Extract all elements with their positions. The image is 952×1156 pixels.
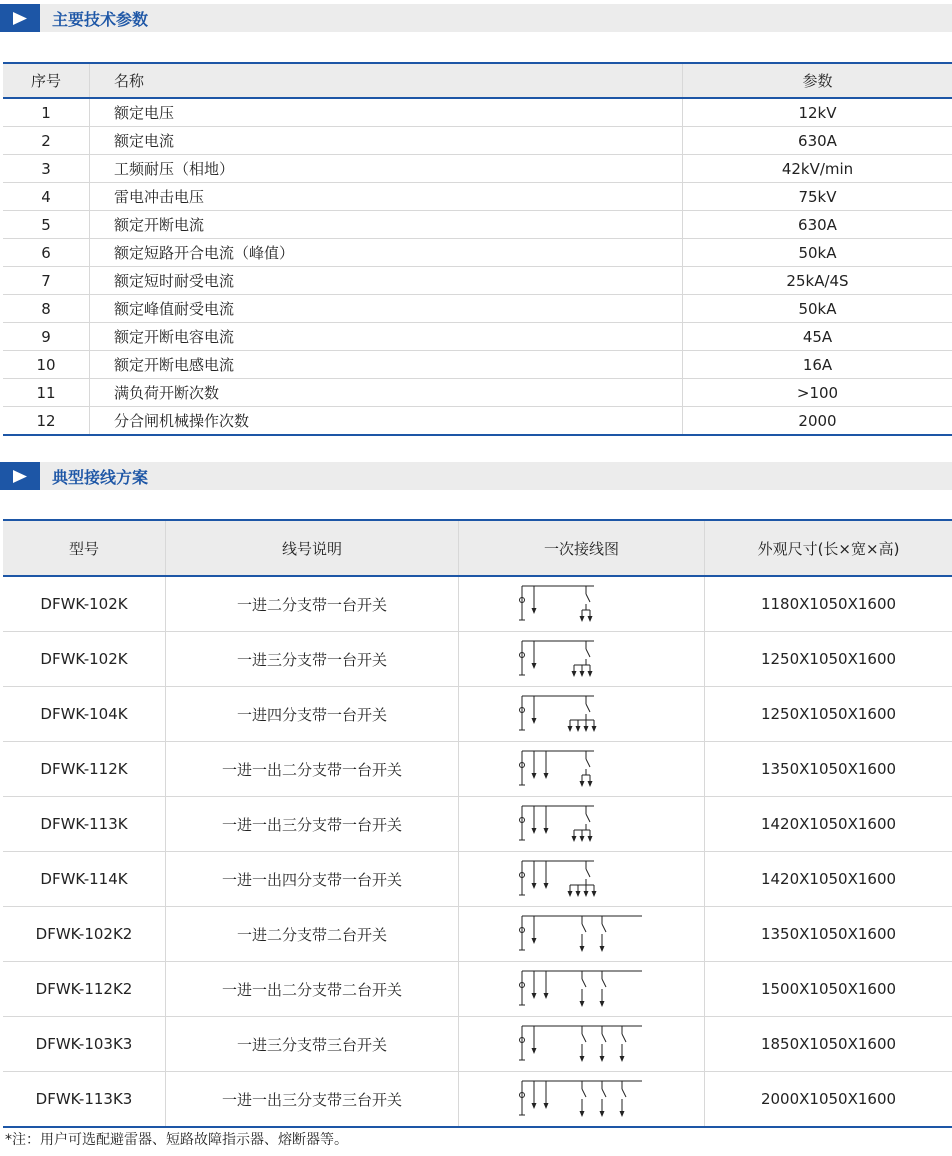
cell-name: 额定开断电流 [90, 211, 683, 239]
cell-name: 满负荷开断次数 [90, 379, 683, 407]
cell-size: 1420X1050X1600 [705, 797, 952, 852]
cell-size: 1850X1050X1600 [705, 1017, 952, 1072]
table-row [3, 576, 952, 632]
table-row [3, 797, 952, 852]
cell-desc: 一进三分支带一台开关 [166, 632, 459, 687]
section-header-tech-params [0, 4, 952, 32]
cell-index: 10 [3, 351, 90, 379]
cell-index: 2 [3, 127, 90, 155]
section-marker [0, 462, 40, 490]
cell-value: 630A [683, 211, 952, 239]
cell-name: 分合闸机械操作次数 [90, 407, 683, 436]
cell-name: 雷电冲击电压 [90, 183, 683, 211]
cell-diagram [459, 1017, 705, 1072]
cell-desc: 一进一出三分支带一台开关 [166, 797, 459, 852]
table-row [3, 98, 952, 127]
cell-index: 1 [3, 98, 90, 127]
cell-diagram [459, 962, 705, 1017]
col-header-index: 序号 [3, 63, 90, 98]
col-header-name: 名称 [90, 63, 683, 98]
cell-index: 11 [3, 379, 90, 407]
table-row [3, 211, 952, 239]
cell-desc: 一进三分支带三台开关 [166, 1017, 459, 1072]
cell-name: 工频耐压（相地） [90, 155, 683, 183]
cell-size: 1250X1050X1600 [705, 632, 952, 687]
cell-value: 16A [683, 351, 952, 379]
cell-size: 2000X1050X1600 [760, 1090, 897, 1108]
table-row [3, 962, 952, 1017]
cell-index: 7 [3, 267, 90, 295]
cell-model: DFWK-102K [3, 576, 166, 632]
cell-name: 额定短时耐受电流 [90, 267, 683, 295]
single-line-diagram [512, 1020, 652, 1068]
cell-index: 12 [3, 407, 90, 436]
table-header-row [3, 63, 952, 98]
cell-size: 1350X1050X1600 [705, 907, 952, 962]
cell-name: 额定电流 [90, 127, 683, 155]
cell-size: 1180X1050X1600 [705, 576, 952, 632]
table-row [3, 379, 952, 407]
cell-value: 25kA/4S [683, 267, 952, 295]
cell-index: 5 [3, 211, 90, 239]
cell-diagram [459, 687, 705, 742]
cell-value: 50kA [683, 239, 952, 267]
table-row [3, 407, 952, 436]
single-line-diagram [512, 800, 652, 848]
cell-model: DFWK-112K2 [3, 962, 166, 1017]
col-header-size: 外观尺寸(长×宽×高) [705, 520, 952, 576]
table-header-row [3, 520, 952, 576]
cell-size: 1250X1050X1600 [705, 687, 952, 742]
table-row [3, 155, 952, 183]
table-row [3, 742, 952, 797]
play-triangle-icon [13, 12, 27, 25]
table-row [3, 907, 952, 962]
table-row [3, 323, 952, 351]
table-row [3, 183, 952, 211]
col-header-diagram: 一次接线图 [459, 520, 705, 576]
cell-desc: 一进一出三分支带三台开关 [166, 1072, 459, 1128]
cell-diagram [459, 632, 705, 687]
cell-size: 1350X1050X1600 [705, 742, 952, 797]
cell-desc: 一进二分支带二台开关 [166, 907, 459, 962]
cell-value: >100 [683, 379, 952, 407]
cell-model: DFWK-112K [3, 742, 166, 797]
single-line-diagram [512, 855, 652, 903]
single-line-diagram [512, 635, 652, 683]
table-row [3, 295, 952, 323]
cell-index: 3 [3, 155, 90, 183]
cell-desc: 一进二分支带一台开关 [166, 576, 459, 632]
cell-model: DFWK-104K [3, 687, 166, 742]
cell-size: 1420X1050X1600 [705, 852, 952, 907]
cell-index: 6 [3, 239, 90, 267]
col-header-desc: 线号说明 [166, 520, 459, 576]
cell-name: 额定电压 [90, 98, 683, 127]
single-line-diagram [512, 910, 652, 958]
cell-name: 额定开断电感电流 [90, 351, 683, 379]
tech-params-table [3, 62, 952, 436]
cell-diagram [459, 1072, 705, 1128]
cell-desc: 一进一出二分支带一台开关 [166, 742, 459, 797]
cell-model: DFWK-103K3 [3, 1017, 166, 1072]
cell-name: 额定开断电容电流 [90, 323, 683, 351]
cell-value: 42kV/min [683, 155, 952, 183]
section-marker [0, 4, 40, 32]
cell-model: DFWK-113K3 [3, 1072, 166, 1128]
cell-name: 额定短路开合电流（峰值） [90, 239, 683, 267]
cell-name: 额定峰值耐受电流 [90, 295, 683, 323]
table-row [3, 632, 952, 687]
col-header-value: 参数 [683, 63, 952, 98]
cell-index: 4 [3, 183, 90, 211]
single-line-diagram [512, 690, 652, 738]
table-row [3, 1072, 952, 1128]
cell-desc: 一进一出二分支带二台开关 [166, 962, 459, 1017]
cell-index: 9 [3, 323, 90, 351]
table-row [3, 351, 952, 379]
cell-value: 630A [683, 127, 952, 155]
table-row [3, 687, 952, 742]
section-title: 主要技术参数 [52, 10, 149, 29]
cell-index: 8 [3, 295, 90, 323]
table-row [3, 127, 952, 155]
cell-desc: 一进一出四分支带一台开关 [166, 852, 459, 907]
play-triangle-icon [13, 470, 27, 483]
single-line-diagram [512, 580, 652, 628]
col-header-model: 型号 [3, 520, 166, 576]
cell-diagram [459, 797, 705, 852]
cell-value: 2000 [798, 411, 837, 430]
cell-desc: 一进四分支带一台开关 [166, 687, 459, 742]
cell-diagram [459, 852, 705, 907]
table-row [3, 267, 952, 295]
cell-value: 12kV [683, 98, 952, 127]
single-line-diagram [512, 745, 652, 793]
table-row [3, 852, 952, 907]
cell-model: DFWK-114K [3, 852, 166, 907]
cell-model: DFWK-102K2 [3, 907, 166, 962]
footnote: *注：用户可选配避雷器、短路故障指示器、熔断器等。 [5, 1132, 348, 1148]
section-header-wiring-schemes [0, 462, 952, 490]
cell-model: DFWK-102K [3, 632, 166, 687]
single-line-diagram [512, 1075, 652, 1123]
table-row [3, 239, 952, 267]
cell-diagram [459, 576, 705, 632]
table-row [3, 1017, 952, 1072]
cell-value: 75kV [683, 183, 952, 211]
cell-value: 45A [683, 323, 952, 351]
cell-value: 50kA [683, 295, 952, 323]
single-line-diagram [512, 965, 652, 1013]
section-title: 典型接线方案 [52, 468, 149, 487]
wiring-schemes-table [3, 519, 952, 1128]
cell-diagram [459, 907, 705, 962]
cell-model: DFWK-113K [3, 797, 166, 852]
cell-diagram [459, 742, 705, 797]
cell-size: 1500X1050X1600 [705, 962, 952, 1017]
